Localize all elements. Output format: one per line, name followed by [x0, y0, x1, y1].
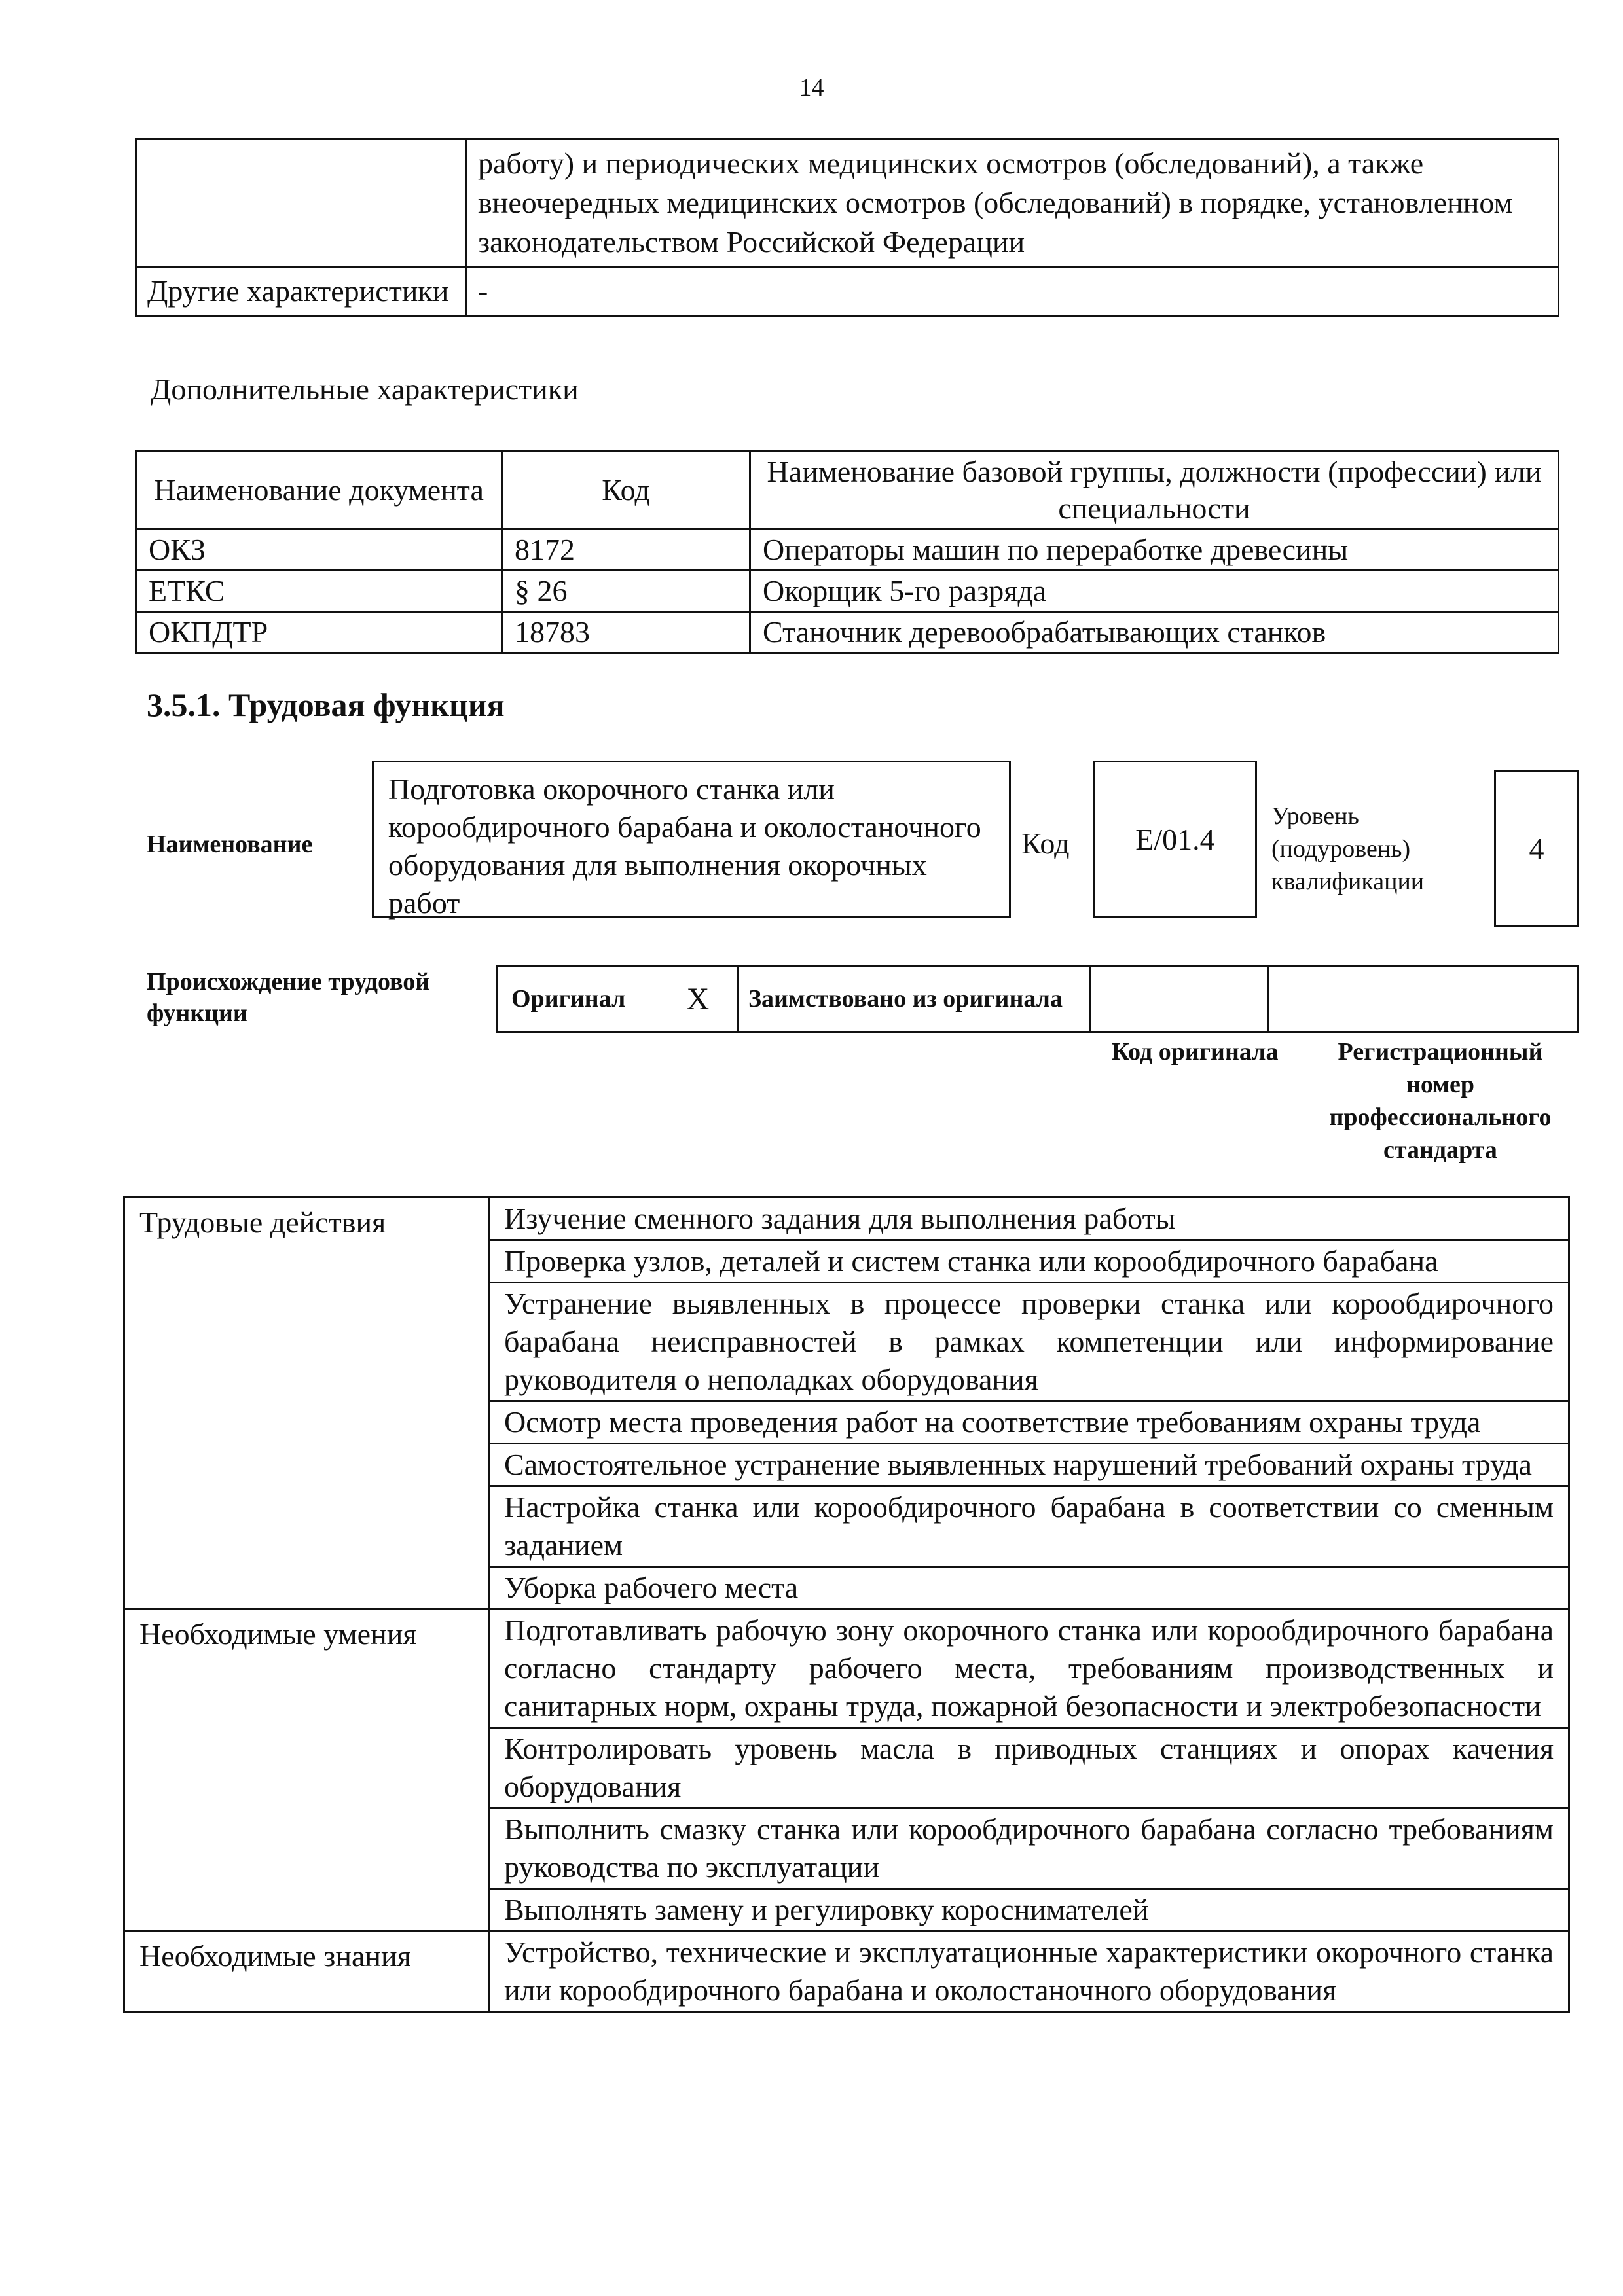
- list-item: Выполнить смазку станка или корообдирочного барабана согласно требованиям руководства по эксплуатации: [489, 1808, 1569, 1889]
- table-row: [136, 612, 1559, 653]
- origin-label: Происхождение трудовой функции: [147, 968, 430, 1027]
- level-label: Уровень (подуровень) квалификации: [1271, 802, 1425, 895]
- doc-cell: ЕТКС: [136, 571, 502, 612]
- code-label: Код: [1021, 827, 1070, 860]
- classifier-table: [135, 450, 1559, 654]
- original-label: Оригинал: [498, 966, 659, 1032]
- header-document: Наименование документа: [136, 452, 502, 529]
- code-cell: 18783: [502, 612, 750, 653]
- knowledge-label: Необходимые знания: [124, 1931, 489, 2012]
- list-item: Изучение сменного задания для выполнения работы: [489, 1198, 1569, 1240]
- function-code-box: E/01.4: [1093, 761, 1257, 918]
- continuation-table: [135, 138, 1559, 317]
- code-cell: 8172: [502, 529, 750, 571]
- table-row: [136, 529, 1559, 571]
- reg-number-cell: [1269, 966, 1578, 1032]
- code-cell: § 26: [502, 571, 750, 612]
- code-caption: Код оригинала: [1111, 1038, 1279, 1066]
- list-item: Проверка узлов, деталей и систем станка или корообдирочного барабана: [489, 1240, 1569, 1283]
- function-details-table: [123, 1196, 1570, 2013]
- origin-table: [496, 965, 1579, 1033]
- list-item: Осмотр места проведения работ на соответствие требованиям охраны труда: [489, 1401, 1569, 1444]
- name-cell: Окорщик 5-го разряда: [750, 571, 1559, 612]
- continuation-text: работу) и периодических медицинских осмотров (обследований), а также внеочередных медицинских осмотров (обследований) в порядке, установленном законодательством Российской Федерации: [467, 139, 1559, 267]
- list-item: Контролировать уровень масла в приводных станциях и опорах качения оборудования: [489, 1728, 1569, 1808]
- list-item: Устранение выявленных в процессе проверки станка или корообдирочного барабана неисправностей в рамках компетенции или информирование руководителя о неполадках оборудования: [489, 1283, 1569, 1401]
- additional-characteristics-title: Дополнительные характеристики: [151, 372, 579, 406]
- list-item: Самостоятельное устранение выявленных нарушений требований охраны труда: [489, 1444, 1569, 1486]
- list-item: Уборка рабочего места: [489, 1567, 1569, 1609]
- page-number: 14: [799, 74, 824, 101]
- doc-cell: ОКПДТР: [136, 612, 502, 653]
- list-item: Выполнять замену и регулировку короснимателей: [489, 1889, 1569, 1931]
- other-characteristics-value: -: [467, 267, 1559, 316]
- original-code-cell: [1090, 966, 1269, 1032]
- actions-label: Трудовые действия: [124, 1198, 489, 1609]
- list-item: Устройство, технические и эксплуатационные характеристики окорочного станка или корообдирочного барабана и околостаночного оборудования: [489, 1931, 1569, 2012]
- section-title: 3.5.1. Трудовая функция: [147, 687, 505, 723]
- reg-caption: Регистрационный номер профессионального стандарта: [1329, 1038, 1552, 1164]
- name-label: Наименование: [147, 831, 313, 858]
- level-box: 4: [1494, 770, 1579, 927]
- table-row: [136, 571, 1559, 612]
- header-group-name: Наименование базовой группы, должности (профессии) или специальности: [750, 452, 1559, 529]
- function-name-box: Подготовка окорочного станка или корообдирочного барабана и околостаночного оборудования для выполнения окорочных работ: [372, 761, 1011, 918]
- doc-cell: ОКЗ: [136, 529, 502, 571]
- skills-label: Необходимые умения: [124, 1609, 489, 1931]
- name-cell: Операторы машин по переработке древесины: [750, 529, 1559, 571]
- header-code: Код: [502, 452, 750, 529]
- borrowed-label: Заимствовано из оригинала: [739, 966, 1090, 1032]
- other-characteristics-label: Другие характеристики: [136, 267, 467, 316]
- list-item: Подготавливать рабочую зону окорочного станка или корообдирочного барабана согласно стандарту рабочего места, требованиям производственных и санитарных норм, охраны труда, пожарной безопасности и электробезопасности: [489, 1609, 1569, 1728]
- empty-cell: [136, 139, 467, 267]
- list-item: Настройка станка или корообдирочного барабана в соответствии со сменным заданием: [489, 1486, 1569, 1567]
- original-mark: X: [659, 966, 739, 1032]
- name-cell: Станочник деревообрабатывающих станков: [750, 612, 1559, 653]
